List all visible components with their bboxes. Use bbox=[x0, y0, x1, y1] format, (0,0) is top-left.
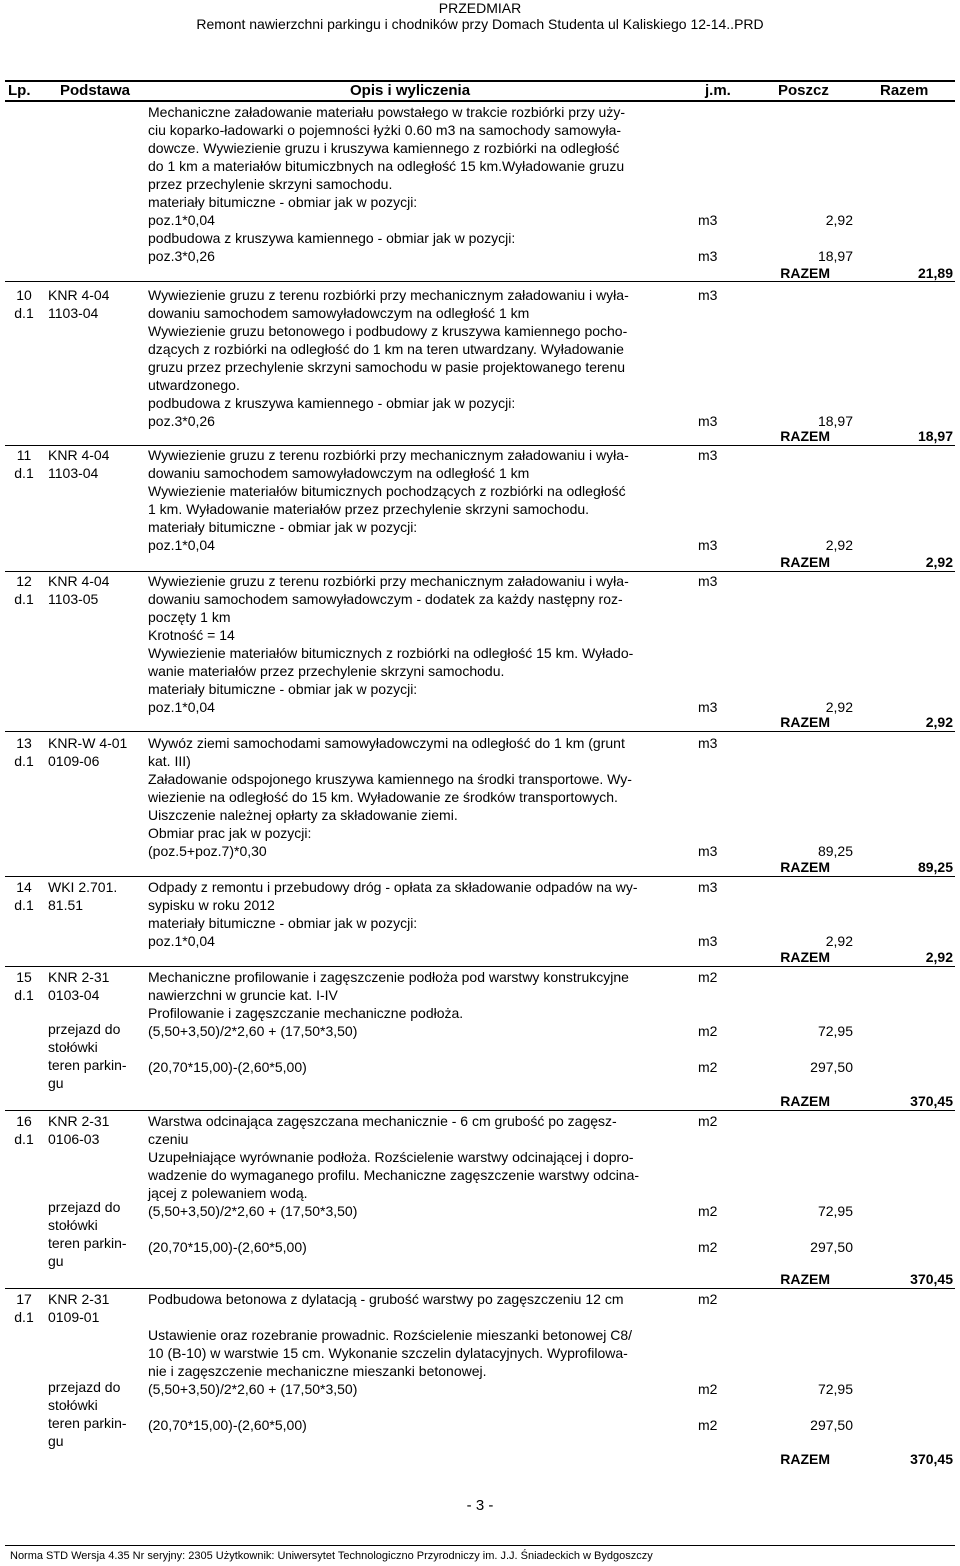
footer-rule bbox=[5, 1545, 955, 1546]
description-line: (20,70*15,00)-(2,60*5,00) bbox=[148, 1417, 307, 1433]
description-line: Wywiezienie materiałów bitumicznych pochodzących z rozbiórki na odległość bbox=[148, 483, 626, 499]
item-number: d.1 bbox=[14, 305, 34, 321]
item-location-note: stołówki bbox=[48, 1039, 98, 1055]
description-line: nawierzchni w gruncie kat. I-IV bbox=[148, 987, 338, 1003]
description-line: Uzupełniające wyrównanie podłoża. Rozścielenie warstwy odcinającej i dopro- bbox=[148, 1149, 634, 1165]
description-line: dowaniu samochodem samowyładowczym na odległość 1 km bbox=[148, 465, 530, 481]
description-line: Profilowanie i zagęszczanie mechaniczne podłoża. bbox=[148, 1005, 464, 1021]
razem-label: RAZEM bbox=[780, 1451, 830, 1467]
razem-value: 2,92 bbox=[925, 554, 953, 570]
description-line: poz.1*0,04 bbox=[148, 212, 215, 228]
description-line: poczęty 1 km bbox=[148, 609, 231, 625]
description-line: kat. III) bbox=[148, 753, 191, 769]
description-line: dowcze. Wywiezienie gruzu i kruszywa kamiennego z rozbiórki na odległość bbox=[148, 140, 620, 156]
item-location-note: przejazd do bbox=[48, 1199, 121, 1215]
description-line: (20,70*15,00)-(2,60*5,00) bbox=[148, 1059, 307, 1075]
description-line: materiały bitumiczne - obmiar jak w pozycji: bbox=[148, 194, 418, 210]
razem-value: 370,45 bbox=[910, 1271, 953, 1287]
partial-value: 2,92 bbox=[825, 699, 853, 715]
partial-value: 72,95 bbox=[817, 1203, 853, 1219]
description-line: wiezienie na odległość do 15 km. Wyładowanie ze środków transportowych. bbox=[148, 789, 618, 805]
description-line: materiały bitumiczne - obmiar jak w pozycji: bbox=[148, 519, 418, 535]
row-separator bbox=[5, 966, 955, 967]
row-separator bbox=[5, 1110, 955, 1111]
page-number: - 3 - bbox=[466, 1497, 494, 1514]
item-number: 10 bbox=[16, 287, 32, 303]
item-unit: m3 bbox=[698, 573, 718, 589]
description-line: Ustawienie oraz rozebranie prowadnic. Rozścielenie mieszanki betonowej C8/ bbox=[148, 1327, 633, 1343]
razem-value: 21,89 bbox=[917, 265, 953, 281]
item-location-note: gu bbox=[48, 1075, 64, 1091]
item-unit: m3 bbox=[698, 879, 718, 895]
item-unit: m3 bbox=[698, 735, 718, 751]
description-line: Wywiezienie gruzu z terenu rozbiórki przy mechanicznym załadowaniu i wyła- bbox=[148, 573, 629, 589]
item-location-note: teren parkin- bbox=[48, 1415, 127, 1431]
item-basis: KNR 4-04 bbox=[48, 447, 110, 463]
unit: m2 bbox=[698, 1023, 718, 1039]
item-location-note: stołówki bbox=[48, 1397, 98, 1413]
description-line: (poz.5+poz.7)*0,30 bbox=[148, 843, 267, 859]
razem-value: 370,45 bbox=[910, 1093, 953, 1109]
description-line: nie i zagęszczenie mechaniczne mieszanki betonowej. bbox=[148, 1363, 487, 1379]
item-number: d.1 bbox=[14, 1309, 34, 1325]
description-line: Mechaniczne załadowanie materiału powstałego w trakcie rozbiórki przy uży- bbox=[148, 104, 625, 120]
item-unit: m2 bbox=[698, 1291, 718, 1307]
razem-label: RAZEM bbox=[780, 859, 830, 875]
description-line: sypisku w roku 2012 bbox=[148, 897, 275, 913]
item-number: d.1 bbox=[14, 753, 34, 769]
description-line: Załadowanie odspojonego kruszywa kamiennego na środki transportowe. Wy- bbox=[148, 771, 632, 787]
description-line: poz.1*0,04 bbox=[148, 537, 215, 553]
item-basis: KNR 4-04 bbox=[48, 287, 110, 303]
col-lp: Lp. bbox=[8, 82, 31, 99]
description-line: Wywiezienie gruzu betonowego i podbudowy z kruszywa kamiennego pocho- bbox=[148, 323, 628, 339]
item-unit: m3 bbox=[698, 447, 718, 463]
razem-value: 89,25 bbox=[917, 859, 953, 875]
description-line: Wywiezienie materiałów bitumicznych z rozbiórki na odległość 15 km. Wyłado- bbox=[148, 645, 634, 661]
description-line: (5,50+3,50)/2*2,60 + (17,50*3,50) bbox=[148, 1023, 358, 1039]
footer-text: Norma STD Wersja 4.35 Nr seryjny: 2305 Użytkownik: Uniwersytet Technologiczno Przyrodniczy im. J.J. Śniadeckich w Bydgoszczy bbox=[10, 1550, 653, 1562]
unit: m3 bbox=[698, 248, 718, 264]
razem-value: 370,45 bbox=[910, 1451, 953, 1467]
item-location-note: stołówki bbox=[48, 1217, 98, 1233]
item-basis: 0103-04 bbox=[48, 987, 100, 1003]
description-line: Wywiezienie gruzu z terenu rozbiórki przy mechanicznym załadowaniu i wyła- bbox=[148, 447, 629, 463]
description-line: Podbudowa betonowa z dylatacją - grubość warstwy po zagęszczeniu 12 cm bbox=[148, 1291, 624, 1307]
description-line: Uiszczenie należnej opłarty za składowanie ziemi. bbox=[148, 807, 458, 823]
item-number: 13 bbox=[16, 735, 32, 751]
partial-value: 297,50 bbox=[810, 1417, 853, 1433]
item-number: d.1 bbox=[14, 987, 34, 1003]
description-line: materiały bitumiczne - obmiar jak w pozycji: bbox=[148, 681, 418, 697]
partial-value: 18,97 bbox=[817, 248, 853, 264]
partial-value: 2,92 bbox=[825, 212, 853, 228]
col-razem: Razem bbox=[880, 82, 929, 99]
partial-value: 297,50 bbox=[810, 1239, 853, 1255]
description-line: podbudowa z kruszywa kamiennego - obmiar jak w pozycji: bbox=[148, 230, 516, 246]
description-line: podbudowa z kruszywa kamiennego - obmiar jak w pozycji: bbox=[148, 395, 516, 411]
unit: m3 bbox=[698, 933, 718, 949]
item-basis: 1103-04 bbox=[48, 305, 99, 321]
item-location-note: gu bbox=[48, 1253, 64, 1269]
unit: m3 bbox=[698, 843, 718, 859]
description-line: 1 km. Wyładowanie materiałów przez przechylenie skrzyni samochodu. bbox=[148, 501, 590, 517]
item-unit: m2 bbox=[698, 1113, 718, 1129]
item-basis: KNR 2-31 bbox=[48, 969, 110, 985]
partial-value: 72,95 bbox=[817, 1023, 853, 1039]
item-basis: WKI 2.701. bbox=[48, 879, 118, 895]
description-line: Wywiezienie gruzu z terenu rozbiórki przy mechanicznym załadowaniu i wyła- bbox=[148, 287, 629, 303]
razem-value: 2,92 bbox=[925, 714, 953, 730]
item-number: 11 bbox=[16, 447, 32, 463]
item-number: 14 bbox=[16, 879, 32, 895]
item-location-note: gu bbox=[48, 1433, 64, 1449]
razem-value: 2,92 bbox=[925, 949, 953, 965]
description-line: (20,70*15,00)-(2,60*5,00) bbox=[148, 1239, 307, 1255]
partial-value: 2,92 bbox=[825, 933, 853, 949]
unit: m2 bbox=[698, 1203, 718, 1219]
item-basis: KNR 2-31 bbox=[48, 1113, 110, 1129]
razem-value: 18,97 bbox=[917, 428, 953, 444]
description-line: poz.3*0,26 bbox=[148, 413, 215, 429]
unit: m3 bbox=[698, 699, 718, 715]
header-bottom-rule bbox=[5, 100, 955, 102]
item-number: 16 bbox=[16, 1113, 32, 1129]
partial-value: 72,95 bbox=[817, 1381, 853, 1397]
razem-label: RAZEM bbox=[780, 949, 830, 965]
item-basis: KNR 2-31 bbox=[48, 1291, 110, 1307]
description-line: poz.1*0,04 bbox=[148, 699, 215, 715]
description-line: do 1 km a materiałów bitumiczbnych na odległość 15 km.Wyładowanie gruzu bbox=[148, 158, 625, 174]
description-line: (5,50+3,50)/2*2,60 + (17,50*3,50) bbox=[148, 1381, 358, 1397]
item-number: 15 bbox=[16, 969, 32, 985]
item-location-note: przejazd do bbox=[48, 1021, 121, 1037]
item-location-note: teren parkin- bbox=[48, 1057, 127, 1073]
description-line: Obmiar prac jak w pozycji: bbox=[148, 825, 312, 841]
description-line: 10 (B-10) w warstwie 15 cm. Wykonanie szczelin dylatacyjnych. Wyprofilowa- bbox=[148, 1345, 628, 1361]
unit: m2 bbox=[698, 1417, 718, 1433]
description-line: przez przechylenie skrzyni samochodu. bbox=[148, 176, 393, 192]
description-line: gruzu przez przechylenie skrzyni samochodu w pasie projektowanego terenu bbox=[148, 359, 626, 375]
col-poszcz: Poszcz bbox=[778, 82, 829, 99]
description-line: czeniu bbox=[148, 1131, 189, 1147]
description-line: utwardzonego. bbox=[148, 377, 240, 393]
item-basis: 0109-06 bbox=[48, 753, 100, 769]
razem-label: RAZEM bbox=[780, 1271, 830, 1287]
description-line: ciu koparko-ładowarki o pojemności łyżki 0.60 m3 na samochody samowyła- bbox=[148, 122, 622, 138]
unit: m2 bbox=[698, 1381, 718, 1397]
description-line: poz.3*0,26 bbox=[148, 248, 215, 264]
description-line: wanie materiałów przez przechylenie skrzyni samochodu. bbox=[148, 663, 505, 679]
razem-label: RAZEM bbox=[780, 554, 830, 570]
description-line: materiały bitumiczne - obmiar jak w pozycji: bbox=[148, 915, 418, 931]
razem-label: RAZEM bbox=[780, 265, 830, 281]
item-number: 12 bbox=[16, 573, 32, 589]
partial-value: 18,97 bbox=[817, 413, 853, 429]
item-number: d.1 bbox=[14, 897, 34, 913]
description-line: wadzenie do wymaganego profilu. Mechaniczne zagęszczenie warstwy odcina- bbox=[148, 1167, 640, 1183]
item-basis: 1103-05 bbox=[48, 591, 99, 607]
description-line: Krotność = 14 bbox=[148, 627, 235, 643]
description-line: Mechaniczne profilowanie i zagęszczenie podłoża pod warstwy konstrukcyjne bbox=[148, 969, 629, 985]
description-line: jącej z polewaniem wodą. bbox=[148, 1185, 308, 1201]
item-basis: 1103-04 bbox=[48, 465, 99, 481]
item-unit: m3 bbox=[698, 287, 718, 303]
item-basis: 81.51 bbox=[48, 897, 84, 913]
unit: m2 bbox=[698, 1239, 718, 1255]
item-basis: KNR 4-04 bbox=[48, 573, 110, 589]
description-line: poz.1*0,04 bbox=[148, 933, 215, 949]
row-separator bbox=[5, 1288, 955, 1289]
description-line: Odpady z remontu i przebudowy dróg - opłata za składowanie odpadów na wy- bbox=[148, 879, 638, 895]
item-number: 17 bbox=[16, 1291, 32, 1307]
col-opis: Opis i wyliczenia bbox=[350, 82, 471, 99]
row-separator bbox=[5, 281, 955, 282]
description-line: dzących z rozbiórki na odległość do 1 km na teren utwardzany. Wyładowanie bbox=[148, 341, 624, 357]
unit: m3 bbox=[698, 413, 718, 429]
item-location-note: teren parkin- bbox=[48, 1235, 127, 1251]
item-number: d.1 bbox=[14, 465, 34, 481]
item-number: d.1 bbox=[14, 1131, 34, 1147]
item-location-note: przejazd do bbox=[48, 1379, 121, 1395]
description-line: Warstwa odcinająca zagęszczana mechanicznie - 6 cm grubość po zagęsz- bbox=[148, 1113, 617, 1129]
partial-value: 2,92 bbox=[825, 537, 853, 553]
col-podstawa: Podstawa bbox=[60, 82, 131, 99]
item-basis: KNR-W 4-01 bbox=[48, 735, 128, 751]
description-line: dowaniu samochodem samowyładowczym na odległość 1 km bbox=[148, 305, 530, 321]
row-separator bbox=[5, 731, 955, 732]
item-basis: 0109-01 bbox=[48, 1309, 100, 1325]
document-subtitle: Remont nawierzchni parkingu i chodników przy Domach Studenta ul Kaliskiego 12-14..PRD bbox=[196, 16, 764, 32]
description-line: Wywóz ziemi samochodami samowyładowczymi na odległość do 1 km (grunt bbox=[148, 735, 625, 751]
razem-label: RAZEM bbox=[780, 1093, 830, 1109]
description-line: dowaniu samochodem samowyładowczym - dodatek za każdy następny roz- bbox=[148, 591, 623, 607]
partial-value: 89,25 bbox=[817, 843, 853, 859]
col-jm: j.m. bbox=[705, 82, 731, 99]
razem-label: RAZEM bbox=[780, 714, 830, 730]
item-unit: m2 bbox=[698, 969, 718, 985]
razem-label: RAZEM bbox=[780, 428, 830, 444]
unit: m3 bbox=[698, 537, 718, 553]
unit: m2 bbox=[698, 1059, 718, 1075]
partial-value: 297,50 bbox=[810, 1059, 853, 1075]
item-number: d.1 bbox=[14, 591, 34, 607]
document-title: PRZEDMIAR bbox=[438, 0, 522, 16]
row-separator bbox=[5, 876, 955, 877]
item-basis: 0106-03 bbox=[48, 1131, 100, 1147]
description-line: (5,50+3,50)/2*2,60 + (17,50*3,50) bbox=[148, 1203, 358, 1219]
unit: m3 bbox=[698, 212, 718, 228]
